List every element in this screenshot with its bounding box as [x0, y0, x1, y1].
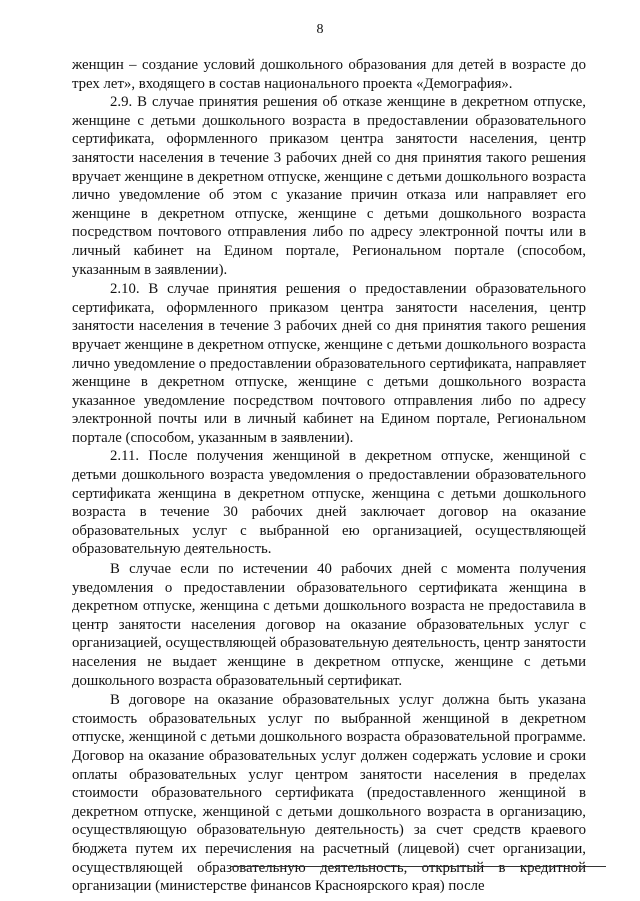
paragraph-2-11: 2.11. После получения женщиной в декретном отпуске, женщиной с детьми дошкольного возраста уведомления о предоставлении образовательного сертификата женщина в декретном отпуске, женщина с детьми дошкольного возраста в течение 30 рабочих дней заключает договор на оказание образовательных услуг с выбранной ею организацией, осуществляющей образовательную деятельность.: [72, 448, 586, 558]
page-number: 8: [316, 22, 324, 37]
paragraph-2-9: 2.9. В случае принятия решения об отказе женщине в декретном отпуске, женщине с детьми дошкольного возраста в предоставлении образовательного сертификата, оформленного приказом центра занятости населения, центр занятости населения в течение 3 рабочих дней со дня принятия такого решения вручает женщине в декретном отпуске, женщине с детьми дошкольного возраста лично уведомление об этом с указание причин отказа или направляет его женщине в декретном отпуске, женщине с детьми дошкольного возраста посредством почтового отправления либо по адресу электронной почты или в личный кабинет на Едином портале, Региональном портале (способом, указанным в заявлении).: [72, 94, 586, 278]
paragraph-continuation: женщин – создание условий дошкольного образования для детей в возрасте до трех лет», входящего в состав национального проекта «Демография».: [72, 57, 586, 92]
document-body: [72, 56, 586, 896]
paragraph-deadline-case: В случае если по истечении 40 рабочих дней с момента получения уведомления о предоставлении образовательного сертификата женщина в декретном отпуске, женщина с детьми дошкольного возраста не предоставила в центр занятости населения договор на оказание образовательных услуг с организацией, осуществляющей образовательную деятельность, центр занятости населения не выдает женщине в декретном отпуске, женщине с детьми дошкольного возраста образовательный сертификат.: [72, 561, 586, 689]
footer-divider: [230, 866, 606, 867]
paragraph-contract-terms: В договоре на оказание образовательных услуг должна быть указана стоимость образовательных услуг по выбранной женщиной в декретном отпуске, женщиной с детьми дошкольного возраста образовательной программе. Договор на оказание образовательных услуг должен содержать условие и сроки оплаты образовательных услуг центром занятости населения в пределах стоимости образовательного сертификата (предоставленного женщиной в декретном отпуске, женщиной с детьми дошкольного возраста в организацию, осуществляющую образовательную деятельность) за счет средств краевого бюджета путем их перечисления на расчетный (лицевой) счет организации, осуществляющей образовательную деятельность, открытый в кредитной организации (министерстве финансов Красноярского края) после: [72, 692, 586, 895]
paragraph-2-10: 2.10. В случае принятия решения о предоставлении образовательного сертификата, оформленного приказом центра занятости населения, центр занятости населения в течение 3 рабочих дней со дня принятия такого решения вручает женщине в декретном отпуске, женщине с детьми дошкольного возраста лично уведомление о предоставлении образовательного сертификата, направляет женщине в декретном отпуске, женщине с детьми дошкольного возраста указанное уведомление посредством почтового отправления либо по адресу электронной почты или в личный кабинет на Едином портале, Региональном портале (способом, указанным в заявлении).: [72, 281, 586, 446]
